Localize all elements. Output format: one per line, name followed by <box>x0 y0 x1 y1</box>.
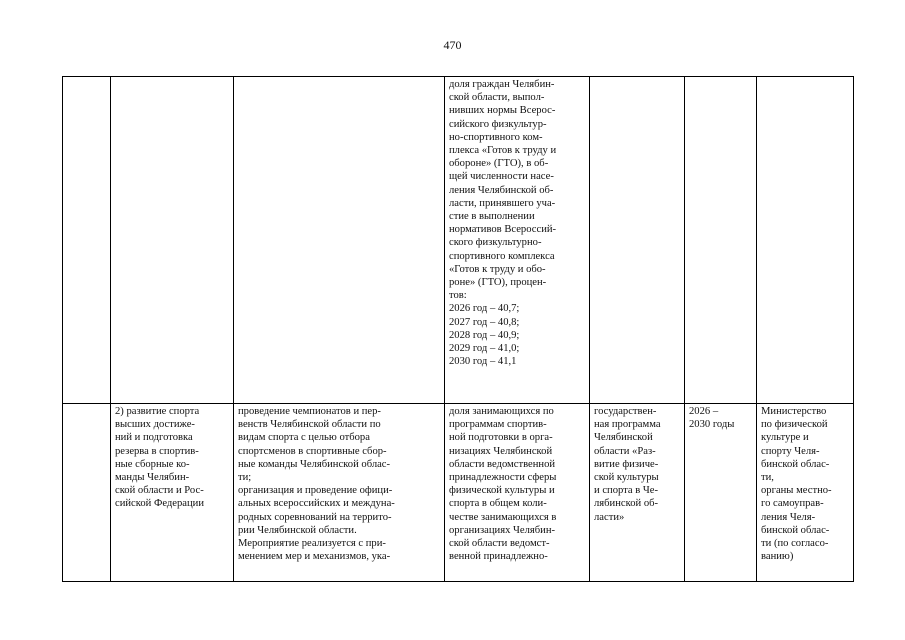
text-line: и спорта в Че- <box>594 485 659 497</box>
text-line: проведение чемпионатов и пер- <box>238 406 381 417</box>
period-text <box>689 405 752 431</box>
text-line: спортивного комплекса <box>449 250 555 262</box>
text-line: манды Челябин- <box>115 472 190 484</box>
text-line: низациях Челябинской <box>449 445 553 457</box>
text-line: венств Челябинской области по <box>238 419 381 431</box>
cell-period <box>685 77 757 404</box>
text-line: но-спортивного ком- <box>449 131 543 143</box>
cell-period <box>685 404 757 582</box>
text-line: Челябинской <box>594 432 653 444</box>
text-line: лябинской об- <box>594 498 659 510</box>
text-line: по физической <box>761 419 828 431</box>
text-line: обороне» (ГТО), в об- <box>449 158 549 170</box>
text-line: менением мер и механизмов, ука- <box>238 551 391 563</box>
text-line: ления Челя- <box>761 511 816 523</box>
text-line: ти (по согласо- <box>761 538 829 550</box>
text-line: 2026 – <box>689 406 719 417</box>
indicator-text <box>449 405 585 563</box>
cell-activity <box>234 404 445 582</box>
text-line: ти; <box>238 472 252 484</box>
text-line: ской культуры <box>594 472 659 484</box>
indicator-text <box>449 78 585 368</box>
text-line: тов: <box>449 290 467 302</box>
table-row <box>63 77 854 404</box>
text-line: сийской Федерации <box>115 498 204 510</box>
cell-number <box>63 404 111 582</box>
text-line: ласти, принявшего уча- <box>449 197 556 209</box>
cell-indicator <box>445 77 590 404</box>
text-line: ной подготовки в орга- <box>449 432 553 444</box>
text-line: честве занимающихся в <box>449 511 557 523</box>
text-line: венной принадлежно- <box>449 551 548 563</box>
activity-text <box>238 405 440 563</box>
text-line: ные команды Челябинской облас- <box>238 458 391 470</box>
text-line: щей численности насе- <box>449 171 554 183</box>
text-line: спортсменов в спортивные сбор- <box>238 445 387 457</box>
text-line: «Готов к труду и обо- <box>449 263 546 275</box>
text-line: ской области, выпол- <box>449 92 545 104</box>
text-line: ванию) <box>761 551 794 563</box>
text-line: ского физкультурно- <box>449 237 542 249</box>
text-line: организациях Челябин- <box>449 524 556 536</box>
text-line: программам спортив- <box>449 419 547 431</box>
cell-activity <box>234 77 445 404</box>
program-text <box>594 405 680 524</box>
responsible-text <box>761 405 849 563</box>
task-text <box>115 405 229 511</box>
text-line: 2030 годы <box>689 419 735 431</box>
text-line: доля граждан Челябин- <box>449 79 555 90</box>
text-line: рии Челябинской области. <box>238 524 357 536</box>
page-number: 470 <box>443 38 462 52</box>
text-line: 2030 год – 41,1 <box>449 356 517 368</box>
text-line: организация и проведение офици- <box>238 485 393 497</box>
text-line: 2) развитие спорта <box>115 406 200 417</box>
text-line: ные сборные ко- <box>115 458 190 470</box>
cell-responsible <box>757 77 854 404</box>
table-row <box>63 404 854 582</box>
cell-indicator <box>445 404 590 582</box>
cell-task <box>111 404 234 582</box>
text-line: ласти» <box>594 511 625 523</box>
text-line: бинской облас- <box>761 458 830 470</box>
text-line: нивших нормы Всерос- <box>449 105 556 117</box>
text-line: физической культуры и <box>449 485 555 497</box>
text-line: культуре и <box>761 432 809 444</box>
text-line: спорта в общем коли- <box>449 498 547 510</box>
text-line: органы местно- <box>761 485 832 497</box>
text-line: альных всероссийских и междуна- <box>238 498 395 510</box>
cell-number <box>63 77 111 404</box>
cell-program <box>590 77 685 404</box>
text-line: стие в выполнении <box>449 211 535 223</box>
text-line: нормативов Всероссий- <box>449 224 557 236</box>
text-line: ской области ведомст- <box>449 538 550 550</box>
text-line: ления Челябинской об- <box>449 184 554 196</box>
text-line: роне» (ГТО), процен- <box>449 277 547 289</box>
program-table <box>62 76 854 582</box>
text-line: витие физиче- <box>594 458 659 470</box>
text-line: 2029 год – 41,0; <box>449 343 520 355</box>
text-line: плекса «Готов к труду и <box>449 145 557 157</box>
text-line: области ведомственной <box>449 458 556 470</box>
text-line: ний и подготовка <box>115 432 193 444</box>
text-line: государствен- <box>594 406 657 417</box>
text-line: спорту Челя- <box>761 445 820 457</box>
text-line: доля занимающихся по <box>449 406 554 417</box>
cell-responsible <box>757 404 854 582</box>
text-line: 2027 год – 40,8; <box>449 316 520 328</box>
text-line: 2026 год – 40,7; <box>449 303 520 315</box>
text-line: ской области и Рос- <box>115 485 204 497</box>
cell-task <box>111 77 234 404</box>
text-line: высших достиже- <box>115 419 195 431</box>
cell-program <box>590 404 685 582</box>
text-line: Мероприятие реализуется с при- <box>238 538 386 550</box>
text-line: Министерство <box>761 406 827 417</box>
text-line: 2028 год – 40,9; <box>449 329 520 341</box>
text-line: го самоуправ- <box>761 498 824 510</box>
text-line: родных соревнований на террито- <box>238 511 392 523</box>
text-line: сийского физкультур- <box>449 118 547 130</box>
text-line: области «Раз- <box>594 445 656 457</box>
text-line: резерва в спортив- <box>115 445 199 457</box>
text-line: ти, <box>761 472 774 484</box>
text-line: бинской облас- <box>761 524 830 536</box>
text-line: ная программа <box>594 419 661 431</box>
text-line: видам спорта с целью отбора <box>238 432 370 444</box>
text-line: принадлежности сферы <box>449 472 557 484</box>
